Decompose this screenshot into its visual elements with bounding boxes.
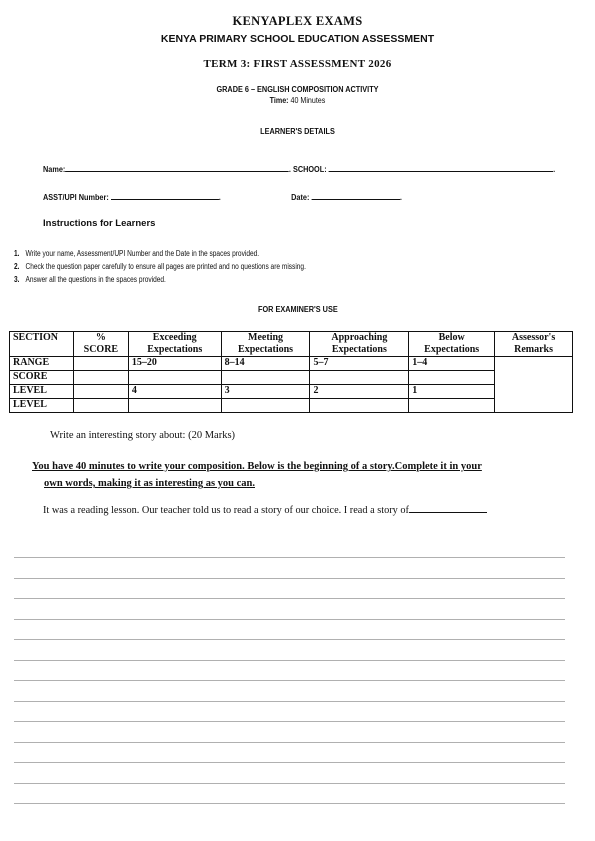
row-label: LEVEL [10,385,74,399]
cell-below: 1 [409,385,495,399]
exam-header [0,14,595,136]
header-approaching: Approaching Expectations [310,332,409,357]
cell-approaching: 2 [310,385,409,399]
school-field[interactable] [329,163,553,172]
writing-line[interactable] [14,660,565,661]
writing-line[interactable] [14,762,565,763]
story-title-blank[interactable] [409,503,487,513]
cell-meeting[interactable] [221,399,310,413]
writing-line[interactable] [14,598,565,599]
subject-title: GRADE 6 – ENGLISH COMPOSITION ACTIVITY [216,84,379,94]
writing-line[interactable] [14,578,565,579]
exam-organisation-title: KENYAPLEX EXAMS [232,14,363,28]
upi-date-row: ASST/UPI Number: . Date: . [43,192,402,202]
table-row [10,385,573,399]
cell-exceeding: 15–20 [128,357,221,371]
instructions-title: Instructions for Learners [43,218,156,229]
header-exceeding: Exceeding Expectations [128,332,221,357]
story-opening-text: It was a reading lesson. Our teacher told us to read a story of our choice. I read a story of [43,505,409,516]
examiner-use-title: FOR EXAMINER'S USE [257,304,338,314]
cell-approaching[interactable] [310,399,409,413]
examiner-grading-table [9,331,573,413]
date-field[interactable] [311,191,399,200]
table-row [10,399,573,413]
header-section: SECTION [10,332,74,357]
story-opening [43,503,487,516]
cell-meeting: 8–14 [221,357,310,371]
writing-line[interactable] [14,783,565,784]
date-label: Date: [291,192,310,202]
learners-details-title: LEARNER'S DETAILS [260,126,335,136]
name-label: Name: [43,164,66,174]
cell-exceeding: 4 [128,385,221,399]
header-meeting: Meeting Expectations [221,332,310,357]
name-school-row: Name: . SCHOOL: . [43,164,556,174]
upi-label: ASST/UPI Number: [43,192,109,202]
writing-line[interactable] [14,803,565,804]
writing-line[interactable] [14,742,565,743]
header-below: Below Expectations [409,332,495,357]
school-label: SCHOOL: [292,164,327,174]
cell-percent[interactable] [73,371,128,385]
writing-line[interactable] [14,701,565,702]
cell-percent [73,385,128,399]
grading-header-row [10,332,573,357]
writing-line[interactable] [14,721,565,722]
row-label: SCORE [10,371,74,385]
cell-percent [73,357,128,371]
cell-below: 1–4 [409,357,495,371]
time-label: Time: [269,95,289,105]
writing-line[interactable] [14,557,565,558]
writing-line[interactable] [14,639,565,640]
cell-assessor-remarks[interactable] [495,357,573,413]
row-label: LEVEL [10,399,74,413]
instruction-item: 1. Write your name, Assessment/UPI Number and the Date in the spaces provided. [14,249,260,258]
cell-approaching: 5–7 [310,357,409,371]
time-value: 40 Minutes [290,95,326,105]
table-row [10,357,573,371]
composition-task [32,458,562,492]
writing-line[interactable] [14,619,565,620]
term-title: TERM 3: FIRST ASSESSMENT 2026 [203,58,392,70]
instruction-item: 3. Answer all the questions in the spaces provided. [14,275,166,284]
instructions-list [14,247,306,286]
writing-line[interactable] [14,680,565,681]
task-line: own words, making it as interesting as you can. [44,478,255,489]
cell-below[interactable] [409,371,495,385]
cell-exceeding[interactable] [128,371,221,385]
name-field[interactable] [65,163,289,172]
cell-meeting: 3 [221,385,310,399]
cell-percent[interactable] [73,399,128,413]
cell-approaching[interactable] [310,371,409,385]
task-line: You have 40 minutes to write your composition. Below is the beginning of a story.Complete it in your [32,461,482,472]
header-assessor-remarks: Assessor's Remarks [495,332,573,357]
upi-field[interactable] [111,191,219,200]
time-allowed [45,95,551,105]
cell-exceeding[interactable] [128,399,221,413]
instruction-item: 2. Check the question paper carefully to ensure all pages are printed and no questions are missing. [14,262,306,271]
table-row [10,371,573,385]
composition-prompt: Write an interesting story about: (20 Marks) [50,430,236,441]
header-percent-score: % SCORE [73,332,128,357]
cell-below[interactable] [409,399,495,413]
row-label: RANGE [10,357,74,371]
assessment-title: KENYA PRIMARY SCHOOL EDUCATION ASSESSMENT [160,33,435,45]
cell-meeting[interactable] [221,371,310,385]
